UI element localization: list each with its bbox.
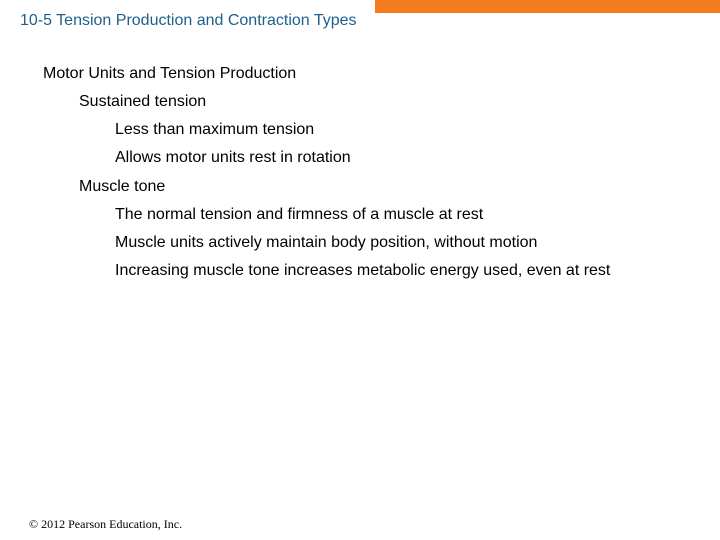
bullet-level-3: The normal tension and firmness of a muscle at rest: [115, 206, 484, 223]
bullet-level-3: Less than maximum tension: [115, 121, 315, 138]
slide-title: 10-5 Tension Production and Contraction Types: [0, 0, 375, 40]
bullet-level-3: Increasing muscle tone increases metabolic energy used, even at rest: [115, 262, 611, 279]
bullet-level-1: Motor Units and Tension Production: [43, 65, 297, 82]
copyright-footer: © 2012 Pearson Education, Inc.: [29, 517, 183, 531]
bullet-level-3: Allows motor units rest in rotation: [115, 149, 351, 166]
bullet-level-2: Muscle tone: [79, 178, 166, 195]
bullet-level-3: Muscle units actively maintain body position, without motion: [115, 234, 538, 251]
bullet-level-2: Sustained tension: [79, 93, 207, 110]
